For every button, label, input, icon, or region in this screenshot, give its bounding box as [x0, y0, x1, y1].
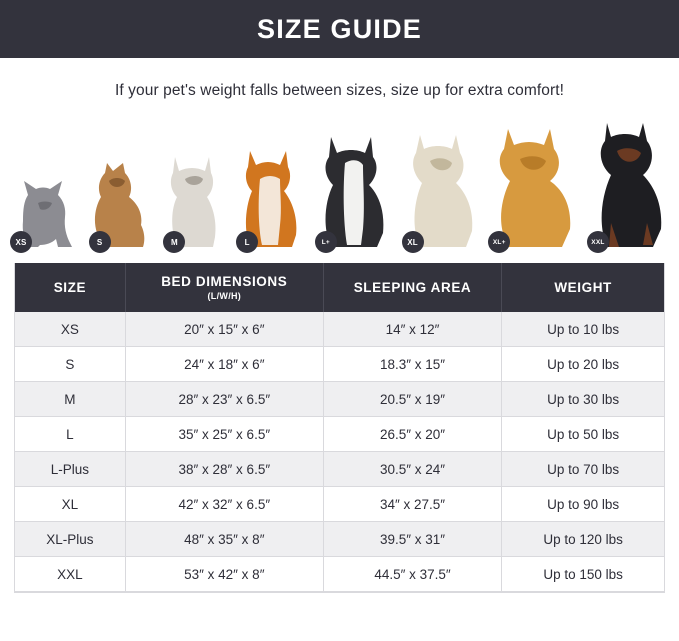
- cell-weight: Up to 70 lbs: [502, 452, 664, 487]
- table-row: [15, 312, 664, 347]
- pet-item-l-plus: [319, 137, 389, 249]
- column-header-weight: [502, 263, 664, 312]
- cell-weight: Up to 30 lbs: [502, 382, 664, 417]
- cell-dimensions: 42″ x 32″ x 6.5″: [125, 487, 323, 522]
- doberman-silhouette: [591, 123, 665, 249]
- cell-size: M: [15, 382, 125, 417]
- cell-size: XXL: [15, 557, 125, 592]
- cell-weight: Up to 150 lbs: [502, 557, 664, 592]
- table-row: [15, 452, 664, 487]
- size-table-body: [15, 312, 664, 592]
- pet-item-xl: [406, 133, 476, 249]
- pet-badge-l: L: [236, 231, 258, 253]
- table-row: [15, 347, 664, 382]
- cell-dimensions: 48″ x 35″ x 8″: [125, 522, 323, 557]
- table-row: [15, 382, 664, 417]
- cell-sleeping-area: 39.5″ x 31″: [323, 522, 501, 557]
- size-table-head: [15, 263, 664, 312]
- column-header-weight-label: WEIGHT: [554, 280, 612, 295]
- size-table: [15, 263, 664, 592]
- table-row: [15, 487, 664, 522]
- cell-size: L-Plus: [15, 452, 125, 487]
- pet-badge-xl: XL: [402, 231, 424, 253]
- pet-badge-xxl: XXL: [587, 231, 609, 253]
- cell-sleeping-area: 14″ x 12″: [323, 312, 501, 347]
- subtitle-text: If your pet's weight falls between sizes, size up for extra comfort!: [114, 82, 565, 99]
- cell-weight: Up to 50 lbs: [502, 417, 664, 452]
- pet-badge-m: M: [163, 231, 185, 253]
- cell-size: XL: [15, 487, 125, 522]
- column-header-bed-dimensions: [125, 263, 323, 312]
- table-row: [15, 522, 664, 557]
- table-header-row: [15, 263, 664, 312]
- pet-badge-xl-plus: XL+: [488, 231, 510, 253]
- pet-item-m: [167, 157, 223, 249]
- cell-sleeping-area: 18.3″ x 15″: [323, 347, 501, 382]
- cell-dimensions: 53″ x 42″ x 8″: [125, 557, 323, 592]
- cell-size: XS: [15, 312, 125, 347]
- pet-item-s: [93, 163, 151, 249]
- cell-weight: Up to 20 lbs: [502, 347, 664, 382]
- page-header: [0, 0, 679, 58]
- pet-badge-l-plus: L+: [315, 231, 337, 253]
- pet-badge-xs: XS: [10, 231, 32, 253]
- golden-retriever-silhouette: [492, 127, 574, 249]
- cell-weight: Up to 120 lbs: [502, 522, 664, 557]
- column-header-sleeping-area: [323, 263, 501, 312]
- pet-item-xs: [14, 177, 76, 249]
- column-header-bed-dimensions-label: BED DIMENSIONS: [161, 274, 288, 289]
- cell-size: L: [15, 417, 125, 452]
- pet-silhouette-row: [0, 114, 679, 249]
- cell-dimensions: 38″ x 28″ x 6.5″: [125, 452, 323, 487]
- column-header-bed-dimensions-sub: (L/W/H): [207, 291, 242, 301]
- cell-sleeping-area: 20.5″ x 19″: [323, 382, 501, 417]
- cell-size: S: [15, 347, 125, 382]
- cell-sleeping-area: 26.5″ x 20″: [323, 417, 501, 452]
- column-header-size-label: SIZE: [53, 280, 87, 295]
- cell-dimensions: 28″ x 23″ x 6.5″: [125, 382, 323, 417]
- cell-sleeping-area: 44.5″ x 37.5″: [323, 557, 501, 592]
- pet-item-xxl: [591, 123, 665, 249]
- pet-item-xl-plus: [492, 127, 574, 249]
- cell-dimensions: 24″ x 18″ x 6″: [125, 347, 323, 382]
- cell-size: XL-Plus: [15, 522, 125, 557]
- page-title: SIZE GUIDE: [256, 13, 423, 44]
- pet-item-l: [240, 149, 302, 249]
- cell-weight: Up to 90 lbs: [502, 487, 664, 522]
- cell-weight: Up to 10 lbs: [502, 312, 664, 347]
- cell-dimensions: 35″ x 25″ x 6.5″: [125, 417, 323, 452]
- cell-sleeping-area: 34″ x 27.5″: [323, 487, 501, 522]
- size-table-wrapper: [14, 263, 665, 593]
- cell-dimensions: 20″ x 15″ x 6″: [125, 312, 323, 347]
- cell-sleeping-area: 30.5″ x 24″: [323, 452, 501, 487]
- table-row: [15, 417, 664, 452]
- column-header-sleeping-area-label: SLEEPING AREA: [353, 280, 472, 295]
- table-row: [15, 557, 664, 592]
- column-header-size: [15, 263, 125, 312]
- pet-badge-s: S: [89, 231, 111, 253]
